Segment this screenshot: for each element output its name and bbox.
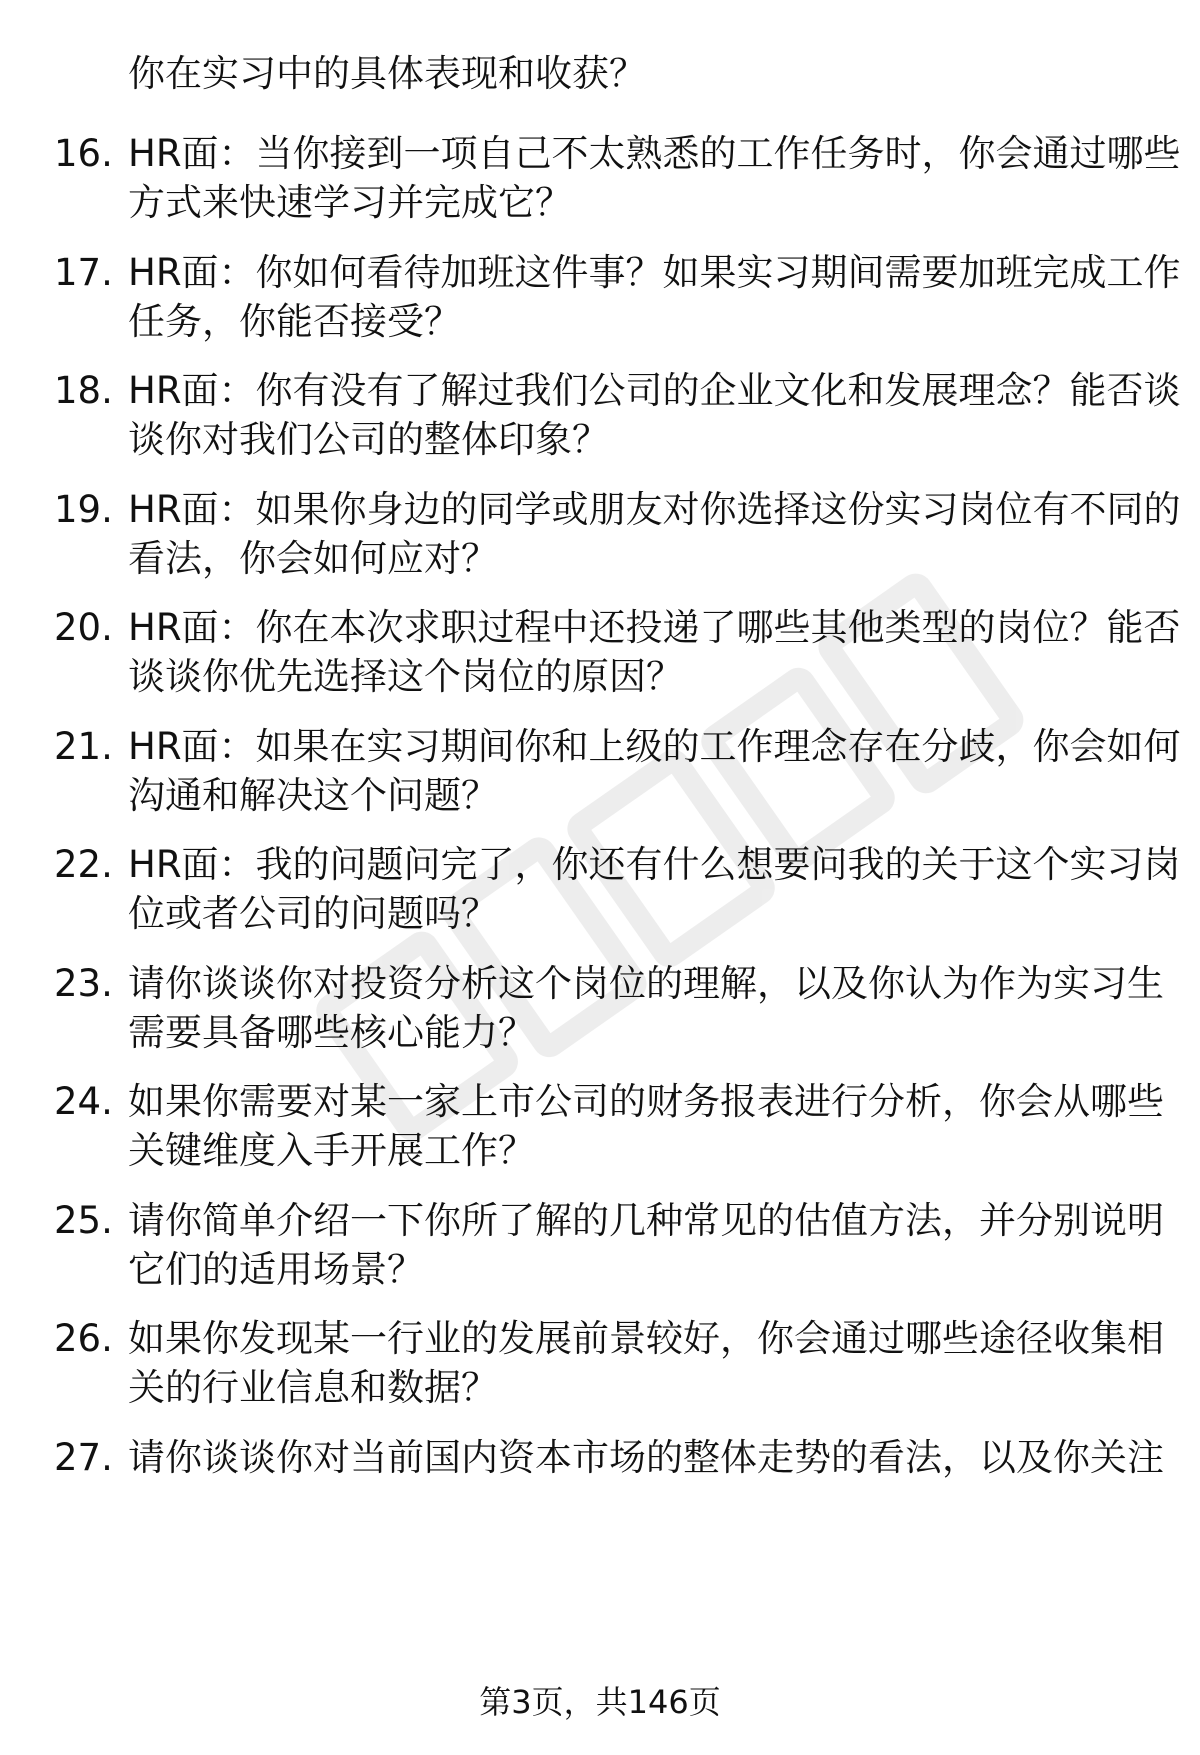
question-text-line: HR面：我的问题问完了，你还有什么想要问我的关于这个实习岗	[128, 843, 1181, 886]
question-number: 24.	[54, 1080, 113, 1123]
question-text-line: 请你谈谈你对当前国内资本市场的整体走势的看法，以及你关注	[128, 1435, 1164, 1479]
question-text-line: 谈谈你优先选择这个岗位的原因？	[128, 655, 683, 698]
question-text-line: HR面：当你接到一项自己不太熟悉的工作任务时，你会通过哪些	[128, 132, 1181, 175]
question-text-line: HR面：你有没有了解过我们公司的企业文化和发展理念？能否谈	[128, 369, 1181, 412]
continuation-line: 你在实习中的具体表现和收获？	[128, 52, 646, 95]
question-text-line: 关的行业信息和数据？	[128, 1366, 498, 1409]
question-text-line: 任务，你能否接受？	[128, 299, 461, 343]
question-text-line: HR面：你如何看待加班这件事？如果实习期间需要加班完成工作	[128, 250, 1181, 294]
question-text-line: 位或者公司的问题吗？	[128, 892, 498, 935]
question-text-line: 请你简单介绍一下你所了解的几种常见的估值方法，并分别说明	[128, 1198, 1164, 1242]
question-text-line: 如果你需要对某一家上市公司的财务报表进行分析，你会从哪些	[128, 1080, 1164, 1123]
question-number: 18.	[54, 369, 113, 412]
question-text-line: HR面：如果在实习期间你和上级的工作理念存在分歧，你会如何	[128, 724, 1181, 768]
question-number: 23.	[54, 961, 113, 1005]
question-number: 20.	[54, 606, 113, 649]
question-text-line: 看法，你会如何应对？	[128, 536, 498, 580]
question-text-line: 谈你对我们公司的整体印象？	[128, 418, 609, 461]
question-number: 25.	[54, 1198, 113, 1242]
question-text-line: 关键维度入手开展工作？	[128, 1129, 535, 1172]
question-text-line: 请你谈谈你对投资分析这个岗位的理解，以及你认为作为实习生	[128, 961, 1164, 1005]
question-text-line: 沟通和解决这个问题？	[128, 773, 498, 817]
question-number: 19.	[54, 487, 113, 531]
question-text-line: 方式来快速学习并完成它？	[128, 181, 572, 224]
question-number: 27.	[54, 1435, 113, 1479]
question-text-line: 需要具备哪些核心能力？	[128, 1010, 535, 1054]
question-text-line: 如果你发现某一行业的发展前景较好，你会通过哪些途径收集相	[128, 1317, 1164, 1360]
question-text-line: HR面：如果你身边的同学或朋友对你选择这份实习岗位有不同的	[128, 487, 1181, 531]
page-footer: 第3页，共146页	[479, 1683, 721, 1721]
question-number: 26.	[54, 1317, 113, 1360]
question-number: 22.	[54, 843, 113, 886]
question-number: 21.	[54, 724, 113, 768]
question-text-line: HR面：你在本次求职过程中还投递了哪些其他类型的岗位？能否	[128, 606, 1181, 649]
question-number: 16.	[54, 132, 113, 175]
question-text-line: 它们的适用场景？	[128, 1247, 424, 1291]
question-number: 17.	[54, 250, 113, 294]
